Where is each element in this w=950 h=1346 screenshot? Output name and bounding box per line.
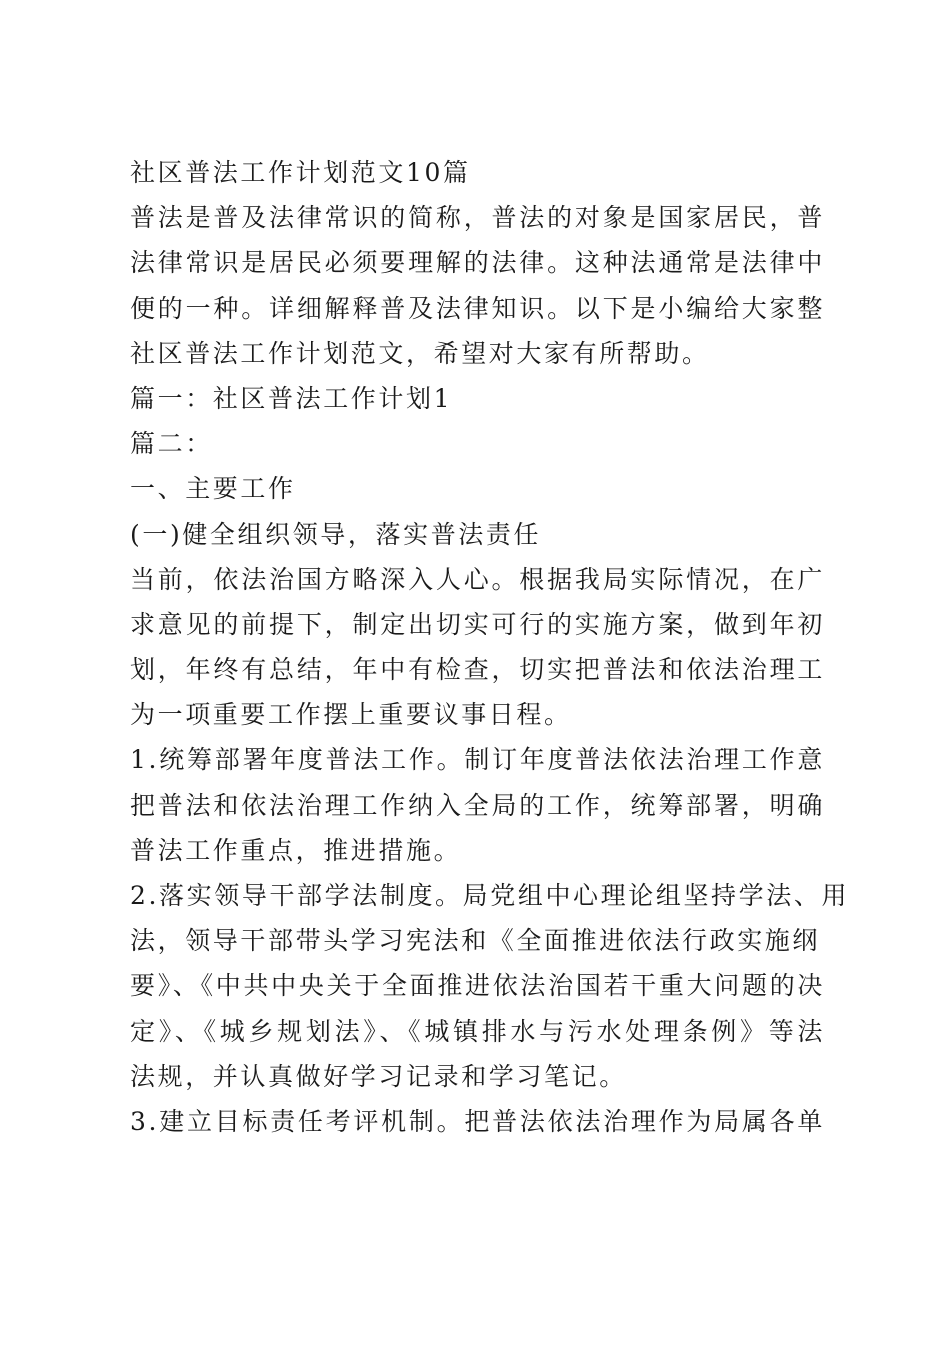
list-item-line: 3.建立目标责任考评机制。把普法依法治理作为局属各单 <box>130 1106 825 1136</box>
document-body <box>130 150 850 1144</box>
document-title: 社区普法工作计划范文10篇 <box>130 158 471 187</box>
paragraph-line: 求意见的前提下，制定出切实可行的实施方案，做到年初 <box>130 609 825 639</box>
chapter-heading-two: 篇二： <box>130 429 213 459</box>
intro-line: 便的一种。详细解释普及法律知识。以下是小编给大家整 <box>130 293 825 323</box>
paragraph-line: 为一项重要工作摆上重要议事日程。 <box>130 700 572 730</box>
list-item-line: 法，领导干部带头学习宪法和《全面推进依法行政实施纲 <box>130 926 821 956</box>
intro-line: 普法是普及法律常识的简称，普法的对象是国家居民，普 <box>130 203 825 233</box>
list-item-line: 普法工作重点，推进措施。 <box>130 835 462 865</box>
list-item-line: 2.落实领导干部学法制度。局党组中心理论组坚持学法、用 <box>130 881 850 910</box>
list-item-line: 法规，并认真做好学习记录和学习笔记。 <box>130 1061 627 1091</box>
subsection-heading: (一)健全组织领导，落实普法责任 <box>130 519 542 549</box>
intro-line: 法律常识是居民必须要理解的法律。这种法通常是法律中 <box>130 248 825 278</box>
intro-line: 社区普法工作计划范文，希望对大家有所帮助。 <box>130 338 710 368</box>
paragraph-line: 当前，依法治国方略深入人心。根据我局实际情况，在广 <box>130 564 825 594</box>
list-item-line: 把普法和依法治理工作纳入全局的工作，统筹部署，明确 <box>130 790 825 820</box>
section-heading: 一、主要工作 <box>130 474 296 504</box>
list-item-line: 要》、《中共中央关于全面推进依法治国若干重大问题的决 <box>130 971 825 1001</box>
chapter-heading-one: 篇一：社区普法工作计划1 <box>130 383 453 413</box>
list-item-line: 定》、《城乡规划法》、《城镇排水与污水处理条例》等法 <box>130 1016 825 1046</box>
paragraph-line: 划，年终有总结，年中有检查，切实把普法和依法治理工 <box>130 655 825 685</box>
list-item-line: 1.统筹部署年度普法工作。制订年度普法依法治理工作意 <box>130 745 825 775</box>
